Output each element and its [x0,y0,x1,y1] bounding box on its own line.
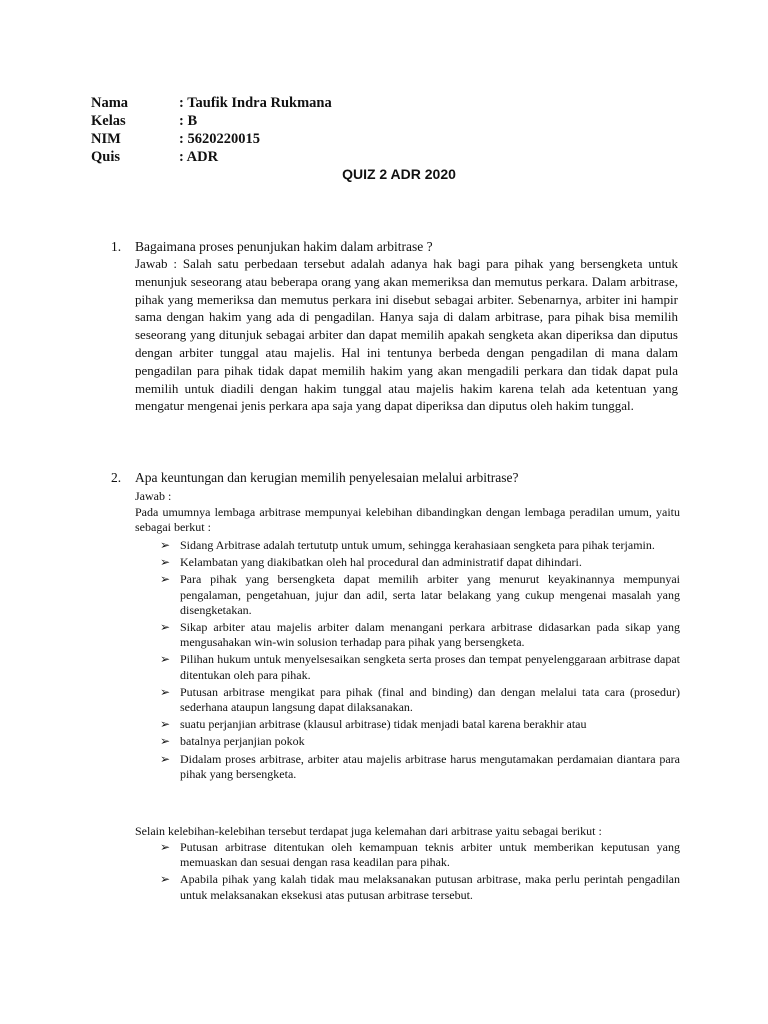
arrow-bullet-icon: ➢ [160,652,171,667]
question-2-number: 2. [111,470,122,485]
question-1-answer: Jawab : Salah satu perbedaan tersebut adalah adanya hak bagi para pihak yang bersengketa untuk menunjuk seseorang atau beberapa orang yang akan memeriksa dan memutus perkara. Dalam arbitrase, pihak yang memeriksa dan memutus perkara ini disebut sebagai arbiter. Sebenarnya, arbiter ini hampir sama dengan hakim yang ada di pengadilan. Hanya saja di dalam arbitrase, para pihak bisa memilih seseorang yang ditunjuk sebagai arbiter dan dapat memilih apakah sengketa akan diperiksa dan diputus dengan arbiter tunggal atau majelis. Hal ini tentunya berbeda dengan pengadilan di mana dalam pengadilan para pihak tidak dapat memilih hakim yang akan mengadili perkara dan tidak dapat pula memilih untuk diadili dengan hakim tunggal atau majelis hakim karena telah ada ketentuan yang mengatur mengenai jenis perkara apa saja yang dapat diperiksa dan diputus oleh hakim tunggal. [135,256,678,414]
list-item [160,652,680,682]
question-2-text: Apa keuntungan dan kerugian memilih penyelesaian melalui arbitrase? [135,470,519,485]
quis-label: Quis [91,149,121,165]
header-kelas-row [91,112,197,130]
weaknesses-list [160,840,680,903]
page-title: QUIZ 2 ADR 2020 [342,166,456,182]
list-item [160,555,680,570]
kelas-value: : B [179,113,198,129]
question-1-number: 1. [111,239,122,254]
question-2-intro: Pada umumnya lembaga arbitrase mempunyai kelebihan dibandingkan dengan lembaga peradilan umum, yaitu sebagai berkut : [135,505,680,535]
list-item [160,752,680,782]
header-nama-row [91,94,332,112]
header-nim-row [91,130,260,148]
arrow-bullet-icon: ➢ [160,620,171,635]
arrow-bullet-icon: ➢ [160,734,171,749]
advantage-text: Kelambatan yang diakibatkan oleh hal procedural dan administratif dapat dihindari. [180,555,582,570]
nim-value: : 5620220015 [179,131,260,147]
arrow-bullet-icon: ➢ [160,872,171,887]
advantage-text: suatu perjanjian arbitrase (klausul arbitrase) tidak menjadi batal karena berakhir atau [180,717,587,732]
nim-label: NIM [91,131,121,147]
advantage-text: Putusan arbitrase mengikat para pihak (final and binding) dan dengan melalui tata cara (prosedur) sederhana ataupun langsung dapat dilaksanakan. [180,684,680,715]
nama-label: Nama [91,95,129,111]
list-item [160,538,680,553]
arrow-bullet-icon: ➢ [160,555,171,570]
advantage-text: Didalam proses arbitrase, arbiter atau majelis arbitrase harus mengutamakan perdamaian diantara para pihak yang bersengketa. [180,751,680,781]
advantages-list [160,538,680,782]
advantage-text: Sikap arbiter atau majelis arbiter dalam menangani perkara arbitrase didasarkan pada sikap yang mengusahakan win-win solusion terhadap para pihak yang bersengketa. [180,620,680,650]
list-item [160,717,680,732]
list-item [160,620,680,650]
advantage-text: batalnya perjanjian pokok [180,734,305,749]
arrow-bullet-icon: ➢ [160,684,171,699]
arrow-bullet-icon: ➢ [160,538,171,552]
list-item [160,685,680,715]
quis-value: : ADR [179,149,219,165]
list-item [160,840,680,870]
weakness-text: Apabila pihak yang kalah tidak mau melaksanakan putusan arbitrase, maka perlu perintah pengadilan untuk melaksanakan eksekusi atas putusan arbitrase tersebut. [180,872,680,902]
advantage-text: Sidang Arbitrase adalah tertututp untuk umum, sehingga kerahasiaan sengketa para pihak terjamin. [180,538,655,552]
question-2-jawab-label: Jawab : [135,489,172,503]
arrow-bullet-icon: ➢ [160,751,171,766]
arrow-bullet-icon: ➢ [160,717,171,732]
arrow-bullet-icon: ➢ [160,572,171,587]
question-1-text: Bagaimana proses penunjukan hakim dalam arbitrase ? [135,239,433,254]
weakness-text: Putusan arbitrase ditentukan oleh kemampuan teknis arbiter untuk memberikan keputusan yang memuaskan dan sesuai dengan rasa keadilan para pihak. [180,840,680,870]
nama-value: : Taufik Indra Rukmana [179,95,332,111]
list-item [160,872,680,902]
weakness-intro: Selain kelebihan-kelebihan tersebut terdapat juga kelemahan dari arbitrase yaitu sebagai berikut : [135,824,602,838]
advantage-text: Para pihak yang bersengketa dapat memilih arbiter yang menurut keyakinannya mempunyai pengalaman, pengetahuan, jujur dan adil, serta latar belakang yang cukup mengenai masalah yang disengketakan. [180,572,680,617]
kelas-label: Kelas [91,113,126,129]
arrow-bullet-icon: ➢ [160,840,171,854]
advantage-text: Pilihan hukum untuk menyelsesaikan sengketa serta proses dan tempat penyelenggaraan arbitrase dapat ditentukan oleh para pihak. [180,652,680,682]
list-item [160,734,680,749]
list-item [160,572,680,618]
